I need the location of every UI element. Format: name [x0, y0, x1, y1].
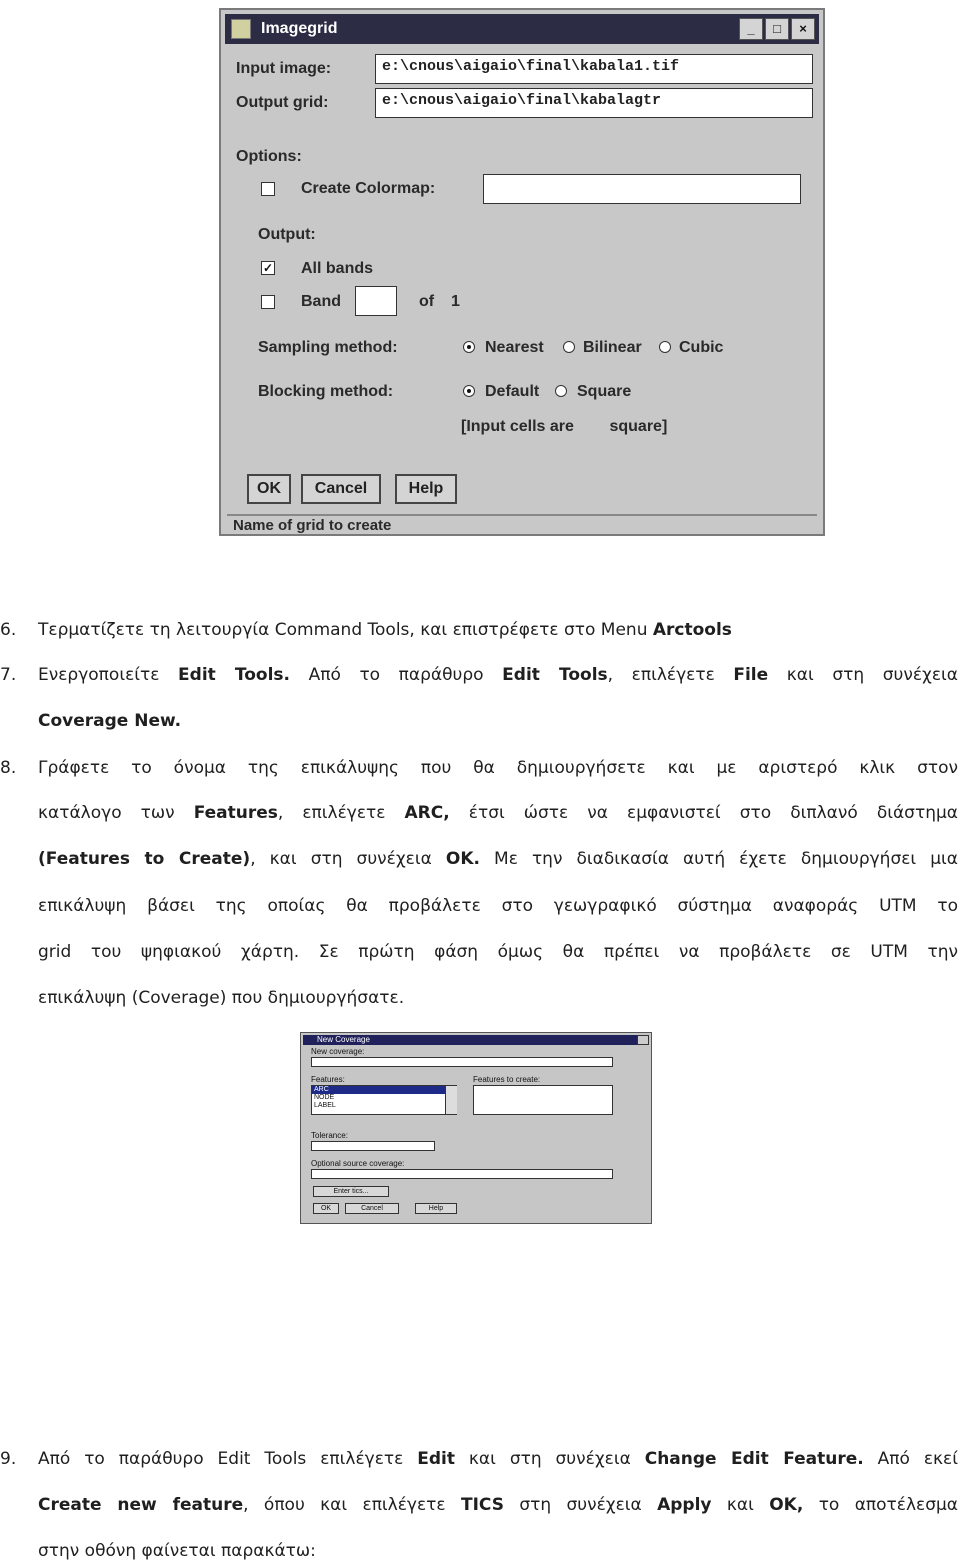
band-label: Band — [301, 293, 341, 310]
step-8-text-d: Με την διαδικασία αυτή έχετε δημιουργήσει μια — [479, 849, 958, 869]
cubic-label: Cubic — [679, 339, 724, 356]
options-heading: Options: — [236, 148, 302, 165]
nearest-label: Nearest — [485, 339, 544, 356]
list-item[interactable]: NODE — [314, 1094, 335, 1101]
cancel-button[interactable]: Cancel — [301, 474, 381, 504]
band-field[interactable] — [355, 286, 397, 316]
list-item[interactable]: LABEL — [314, 1102, 336, 1109]
step-8-text-5: grid του ψηφιακού χάρτη. Σε πρώτη φάση όμως θα πρέπει να προβάλετε σε UTM την — [38, 942, 958, 962]
sampling-method-label: Sampling method: — [258, 339, 398, 356]
step-9-text-3: στην οθόνη φαίνεται παρακάτω: — [38, 1541, 316, 1561]
tolerance-label: Tolerance: — [311, 1131, 348, 1140]
square-label: Square — [577, 383, 632, 400]
step-7-text-a: Ενεργοποιείτε — [38, 665, 179, 685]
square-radio[interactable] — [555, 385, 567, 397]
help-button[interactable]: Help — [395, 474, 457, 504]
step-9-text-d: στη συνέχεια — [503, 1495, 658, 1515]
step-8-text-b: , και στη συνέχεια — [250, 849, 446, 869]
step-8-ok: OK. — [445, 849, 480, 869]
cubic-radio[interactable] — [659, 341, 671, 353]
ok-button[interactable]: OK — [247, 474, 291, 504]
input-cells-note: [Input cells are square] — [461, 418, 668, 435]
enter-tics-button[interactable]: Enter tics... — [313, 1186, 389, 1197]
features-scrollbar[interactable] — [445, 1086, 457, 1114]
features-to-create-label: Features to create: — [473, 1075, 541, 1084]
all-bands-label: All bands — [301, 260, 374, 277]
output-grid-label: Output grid: — [236, 94, 329, 111]
ok-button[interactable]: OK — [313, 1203, 339, 1214]
step-9-text-a: Από το παράθυρο Edit Tools επιλέγετε — [38, 1449, 418, 1469]
step-8-line-2 — [0, 802, 960, 824]
all-bands-checkbox[interactable]: ✓ — [262, 261, 274, 275]
band-checkbox[interactable] — [261, 295, 275, 309]
tolerance-field[interactable] — [311, 1141, 435, 1151]
new-coverage-field[interactable] — [311, 1057, 613, 1067]
step-6-text: Τερματίζετε τη λειτουργία Command Tools, και επιστρέφετε στο Menu — [38, 620, 653, 640]
bilinear-label: Bilinear — [583, 339, 642, 356]
step-9-text-c: και στη συνέχεια — [454, 1449, 645, 1469]
step-9-change-edit-feature: Change Edit Feature. — [644, 1449, 864, 1469]
title-bar — [225, 14, 819, 44]
step-9-line-2 — [0, 1494, 960, 1516]
close-button[interactable]: × — [791, 18, 815, 40]
band-count: 1 — [451, 293, 460, 310]
step-8-text-a: κατάλογο των — [38, 803, 194, 823]
step-8-features: Features — [193, 803, 278, 823]
step-8-text-e: έτσι ώστε να εμφανιστεί στο διπλανό διάστημα — [449, 803, 958, 823]
output-heading: Output: — [258, 226, 316, 243]
step-9-line-3 — [0, 1540, 960, 1562]
app-icon[interactable] — [231, 19, 251, 39]
step-6-number: 6. — [0, 620, 17, 640]
nearest-radio[interactable] — [463, 341, 475, 353]
create-colormap-label: Create Colormap: — [301, 180, 436, 197]
window-title: Imagegrid — [261, 20, 338, 37]
step-7-text-e: , επιλέγετε — [607, 665, 734, 685]
input-image-field[interactable]: e:\cnous\aigaio\final\kabala1.tif — [375, 54, 813, 84]
new-coverage-dialog — [300, 1032, 652, 1224]
step-7-text-g: και στη συνέχεια — [768, 665, 958, 685]
step-9-tics: TICS — [460, 1495, 504, 1515]
step-8 — [0, 757, 960, 779]
step-7-number: 7. — [0, 665, 17, 685]
step-9-edit: Edit — [417, 1449, 455, 1469]
step-8-text-4: επικάλυψη βάσει της οποίας θα προβάλετε στο γεωγραφικό σύστημα αναφοράς UTM το — [38, 896, 958, 916]
step-8-arc: ARC, — [404, 803, 450, 823]
step-7-coverage-new: Coverage New. — [38, 711, 182, 731]
close-button[interactable] — [637, 1035, 649, 1045]
step-8-line-6 — [0, 987, 960, 1009]
step-9-text-b: , όπου και επιλέγετε — [243, 1495, 461, 1515]
output-grid-field[interactable]: e:\cnous\aigaio\final\kabalagtr — [375, 88, 813, 118]
step-9-number: 9. — [0, 1449, 17, 1469]
step-7-text-c: Από το παράθυρο — [289, 665, 503, 685]
step-8-text-6: επικάλυψη (Coverage) που δημιουργήσατε. — [38, 988, 405, 1008]
step-8-text-c: , επιλέγετε — [277, 803, 405, 823]
step-8-line-1: Γράφετε το όνομα της επικάλυψης που θα δημιουργήσετε και με αριστερό κλικ στον — [38, 758, 958, 778]
step-8-line-4 — [0, 895, 960, 917]
new-coverage-label: New coverage: — [311, 1047, 365, 1056]
step-9-text-e: Από εκεί — [863, 1449, 958, 1469]
step-6-arctools: Arctools — [652, 620, 732, 640]
default-label: Default — [485, 383, 540, 400]
features-list[interactable] — [311, 1085, 457, 1115]
step-7-edit-tools: Edit Tools. — [178, 665, 290, 685]
input-image-label: Input image: — [236, 60, 332, 77]
step-9 — [0, 1448, 960, 1470]
status-bar: Name of grid to create — [227, 514, 817, 536]
cancel-button[interactable]: Cancel — [345, 1203, 399, 1214]
features-label: Features: — [311, 1075, 345, 1084]
default-radio[interactable] — [463, 385, 475, 397]
step-9-apply: Apply — [657, 1495, 712, 1515]
step-7-edit-tools-2: Edit Tools — [502, 665, 608, 685]
optional-source-field[interactable] — [311, 1169, 613, 1179]
create-colormap-field[interactable] — [483, 174, 801, 204]
bilinear-radio[interactable] — [563, 341, 575, 353]
blocking-method-label: Blocking method: — [258, 383, 394, 400]
step-8-line-3 — [0, 848, 960, 870]
list-item[interactable]: ARC — [312, 1086, 456, 1094]
create-colormap-checkbox[interactable] — [261, 182, 275, 196]
step-8-features-to-create: (Features to Create) — [38, 849, 251, 869]
step-6 — [0, 619, 960, 641]
minimize-button[interactable]: _ — [739, 18, 763, 40]
step-9-ok: OK, — [769, 1495, 804, 1515]
step-9-text-f: και — [711, 1495, 770, 1515]
help-button[interactable]: Help — [415, 1203, 457, 1214]
maximize-button[interactable]: □ — [765, 18, 789, 40]
step-7-file: File — [733, 665, 769, 685]
step-8-number: 8. — [0, 758, 17, 778]
step-7-line-2 — [0, 710, 960, 732]
step-9-text-h: το αποτέλεσμα — [803, 1495, 959, 1515]
title-bar: New Coverage — [303, 1035, 649, 1045]
step-8-line-5 — [0, 941, 960, 963]
optional-source-label: Optional source coverage: — [311, 1159, 405, 1168]
of-label: of — [419, 293, 435, 310]
imagegrid-dialog — [219, 8, 825, 536]
step-7 — [0, 664, 960, 686]
features-to-create-list[interactable] — [473, 1085, 613, 1115]
step-9-create-new-feature: Create new feature — [38, 1495, 244, 1515]
